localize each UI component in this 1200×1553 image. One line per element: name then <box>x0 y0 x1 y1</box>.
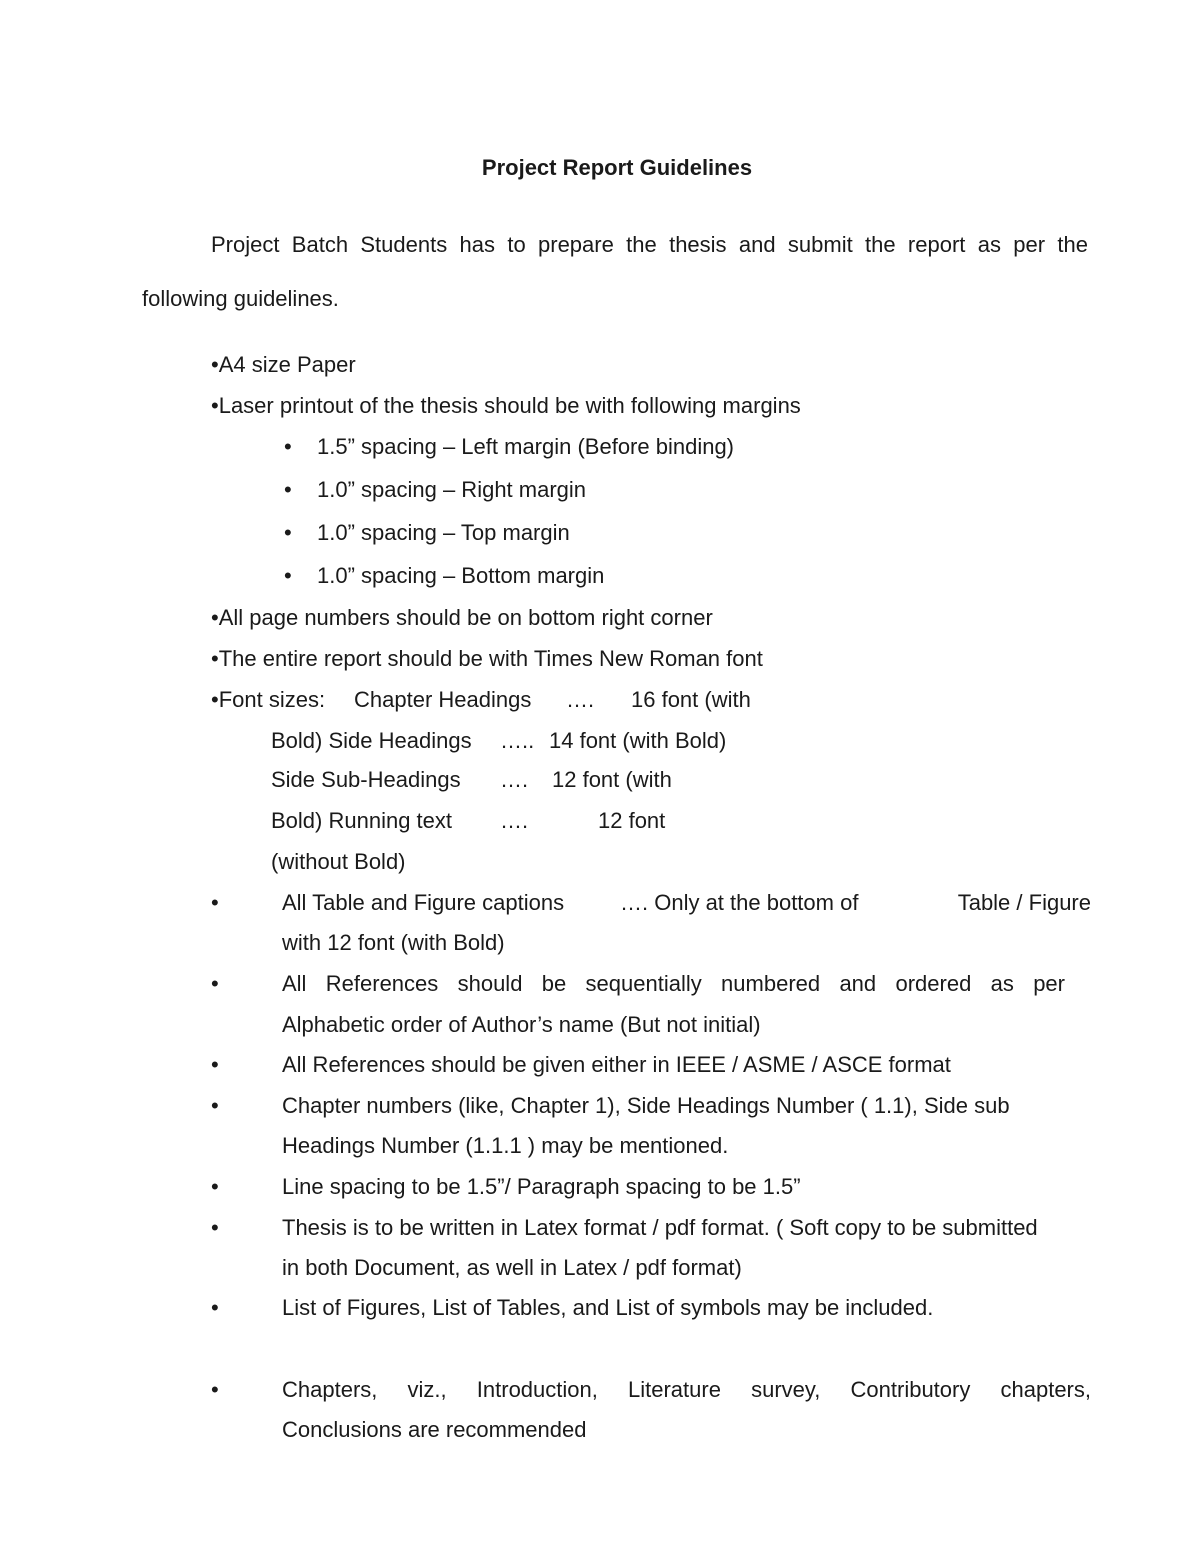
font-sizes-text: Chapter Headings <box>354 687 532 712</box>
margin-text: 1.5” spacing – Left margin (Before binding) <box>317 434 735 459</box>
font-sizes-text: 12 font (with <box>552 767 672 792</box>
bullet-mark: • <box>211 1295 219 1320</box>
margin-text: 1.0” spacing – Top margin <box>317 520 570 545</box>
bullet-spacing: Line spacing to be 1.5”/ Paragraph spacing to be 1.5” <box>282 1174 801 1199</box>
leader-dots: ….. <box>500 728 535 753</box>
bullet-mark: • <box>211 971 219 996</box>
bullet-captions <box>211 892 1091 918</box>
font-sizes-text: 16 font (with <box>631 687 751 712</box>
leader-dots: …. <box>500 767 529 792</box>
bullet-chapters-line-2: Conclusions are recommended <box>282 1417 587 1442</box>
item-paper: •A4 size Paper <box>211 352 356 377</box>
bullet-captions-line-2: with 12 font (with Bold) <box>282 930 505 955</box>
font-sizes-text: 14 font (with Bold) <box>549 728 727 753</box>
font-sizes-text: Bold) Side Headings <box>271 728 472 753</box>
font-sizes-row-3 <box>271 769 691 795</box>
bullet-mark: • <box>211 1093 219 1118</box>
bullet-mark: • <box>211 1174 219 1199</box>
item-font: •The entire report should be with Times New Roman font <box>211 646 763 671</box>
bullet: • <box>284 434 292 459</box>
font-sizes-label: •Font sizes: <box>211 687 326 712</box>
bullet-references-line-2: Alphabetic order of Author’s name (But not initial) <box>282 1012 761 1037</box>
font-sizes-row-5: (without Bold) <box>271 849 406 874</box>
bullet-mark: • <box>211 1052 219 1077</box>
margin-item-left <box>284 434 735 459</box>
leader-dots: …. <box>566 687 595 712</box>
bullet-chapters-line-1: Chapters, viz., Introduction, Literature survey, Contributory chapters, <box>282 1377 1091 1402</box>
bullet-latex-line-1: Thesis is to be written in Latex format / pdf format. ( Soft copy to be submitted <box>282 1215 1038 1240</box>
intro-line-2: following guidelines. <box>142 286 339 311</box>
bullet-chapter-numbers-line-1: Chapter numbers (like, Chapter 1), Side Headings Number ( 1.1), Side sub <box>282 1093 1010 1118</box>
bullet-format: All References should be given either in IEEE / ASME / ASCE format <box>282 1052 951 1077</box>
font-sizes-row-1 <box>211 689 771 715</box>
bullet-text: …. Only at the bottom of <box>620 890 859 915</box>
margin-text: 1.0” spacing – Bottom margin <box>317 563 605 588</box>
font-sizes-text: 12 font <box>598 808 666 833</box>
font-sizes-row-2 <box>271 730 751 756</box>
font-sizes-row-4 <box>271 810 691 836</box>
margin-item-top <box>284 520 570 545</box>
bullet-mark: • <box>211 1377 219 1402</box>
leader-dots: …. <box>500 808 529 833</box>
margin-item-bottom <box>284 563 605 588</box>
bullet-latex-line-2: in both Document, as well in Latex / pdf format) <box>282 1255 742 1280</box>
intro-line-1: Project Batch Students has to prepare the thesis and submit the report as per the <box>211 232 1088 257</box>
margin-item-right <box>284 477 587 502</box>
bullet-references-line-1: All References should be sequentially numbered and ordered as per <box>282 971 1065 996</box>
bullet: • <box>284 563 292 588</box>
bullet: • <box>284 520 292 545</box>
font-sizes-text: Side Sub-Headings <box>271 767 461 792</box>
bullet: • <box>211 890 219 915</box>
item-laser: •Laser printout of the thesis should be with following margins <box>211 393 801 418</box>
margin-text: 1.0” spacing – Right margin <box>317 477 587 502</box>
font-sizes-text: Bold) Running text <box>271 808 452 833</box>
bullet-lists: List of Figures, List of Tables, and List of symbols may be included. <box>282 1295 934 1320</box>
bullet: • <box>284 477 292 502</box>
bullet-chapter-numbers-line-2: Headings Number (1.1.1 ) may be mentioned. <box>282 1133 729 1158</box>
item-page-numbers: •All page numbers should be on bottom right corner <box>211 605 713 630</box>
page-title: Project Report Guidelines <box>481 155 753 180</box>
bullet-text: Table / Figure <box>957 890 1091 915</box>
bullet-text: All Table and Figure captions <box>282 890 565 915</box>
bullet-mark: • <box>211 1215 219 1240</box>
